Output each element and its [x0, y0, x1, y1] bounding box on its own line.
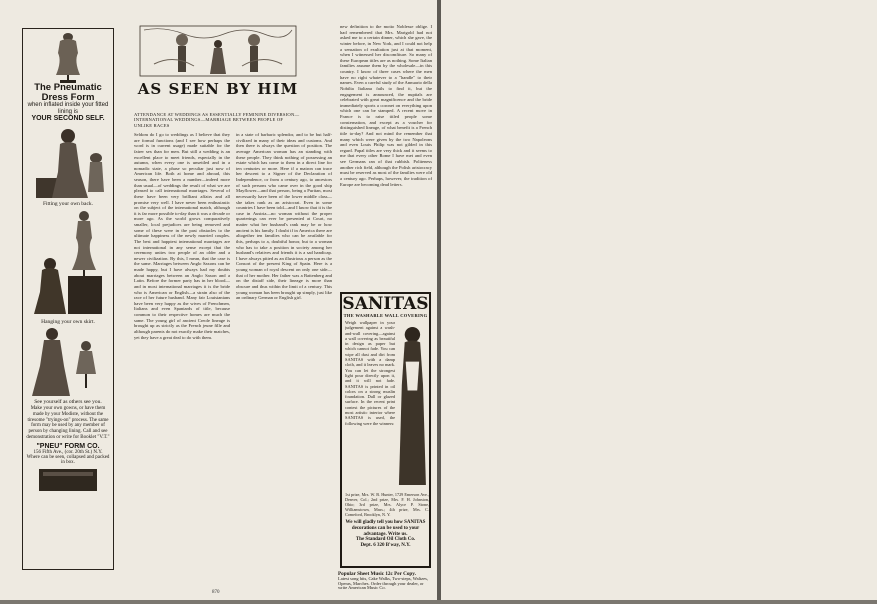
skirt-illustration [26, 208, 110, 318]
sheet-music-title: Popular Sheet Music 12c Per Copy. [338, 571, 416, 577]
packed-box-illustration [33, 465, 103, 495]
article-column-1: Seldom do I go to weddings as I believe that they are formal functions (and I see how perhaps the word is in current usage) made suitable for the fairer sex than for men. But still a wedding is an excellent place to meet friends, especially in the autumn, when every one is unsettled and in a nomadic state, a phase so peculiar just now of American life. Both at home and abroad, this season, there have been a number—indeed more than usual—of weddings the result of what we are pleased to call international marriages. Several of these have been very brilliant affairs and all promise very well. I have never been enthusiastic on the subject of the international match, although it is far more possible to-day than it was a decade or more ago. As the world grows comparatively smaller, local prejudices are being removed and some of these were in the past obstacles to the ultimate happiness of the newly married couples. The best and happiest international marriages are not international in any sense except that the ceremony unites two people of an older and a newer civilization. By this, I mean, that the case is the same. Marriages between Anglo Saxons can be made happy, but I have always had my doubts about marriages between an Anglo Saxon and a Latin. Before the former party has in her blood—and in most international marriages it is the bride who is American or English—a strain also of the race of her future husband. Many fair Louisianians have been very happy as the wives of Frenchmen, Italians and even Spaniards of title, because common to their respective homes are much the same. The young girl of ancient Creole lineage is brought up as strictly as the French jeune fille and although parents do not exactly make their matches, yet they have a great deal to do with them. [134, 132, 230, 340]
article-title: AS SEEN BY HIM [137, 80, 299, 98]
woman-illustration [397, 320, 426, 490]
ad-slogan: YOUR SECOND SELF. [31, 115, 105, 123]
article-subtitle: ATTENDANCE AT WEDDINGS AS ESSENTIALLY FEMININE DIVERSION—INTERNATIONAL WEDDINGS—MARRIAGE BETWEEN PEOPLE OF UNLIKE RACES [134, 112, 300, 128]
sanitas-ad[interactable] [340, 292, 431, 568]
article-column-3: new definition to the motto Noblesse oblige. I had remembered that Mrs. Marigold had not asked me to a certain dinner, which she gave, the winter before, in New York, and I could not help a sensation of exultation just at that moment, when I witnessed her discomfiture. So many of these European titles are as nothing. Some Italian families assume them by the wholesale—in this country. I know of three cases where the men have no right whatever to a "handle" to their names. Even a careful study of the Annuario della Nobilta Italiana fails to find it, but the engagement is announced, the nuptials are celebrated with great magnificence and the bride immediately sports a coronet on everything upon which one can be stamped. A recent move in France is to raise titled people some consternation, and except as a voucher for distinguished lineage, of what benefit is a French title to-day? And not mind the remember that many which were given by the two Napoleons and even Louis Philip was not gilded in this regard. Papal titles are very thick and it seems to me that every other Rome I have met and even see Germans ran of that rubbish. Politeness another rich field, although the Polish aristocracy must be reserved as most of the families were old a century ago. Perhaps, however, the tradition of Europe are becoming dead letters. [340, 24, 432, 187]
ad-headline: The Pneumatic Dress Form [34, 82, 102, 103]
sanitas-dept: Dept. 6 320 B'way, N.Y. [360, 543, 411, 549]
sanitas-title: SANITAS [342, 294, 429, 314]
caption-fitting: Fitting your own back. [42, 201, 94, 208]
sanitas-winners: 1st prize, Mrs. W. B. Hunter, 1729 Emerson Ave., Denver, Col.; 2nd prize, Mrs. F. H. Johnston, Ohio; 3rd prize, Mrs. Alyce P. Stone, Williamstown, Mass.; 4th prize, Mrs. C. Comeford, Brooklyn, N. Y. [345, 492, 429, 517]
sheet-music-body: Latest song hits, Cake Walks, Two-steps, Waltzes, Operas, Marches. Order through your dealer, or write American Music Co. [338, 575, 428, 591]
sanitas-tagline: We will gladly tell you how SANITAS decorations can be used to your advantage. Write us. [345, 520, 426, 537]
sanitas-company: The Standard Oil Cloth Co. [355, 537, 416, 543]
left-page-number: 870 [212, 590, 220, 595]
left-page [0, 0, 437, 600]
fitting-illustration [26, 122, 110, 200]
ad-address: 156 Fifth Ave., (cor. 20th St.) N.Y. [33, 449, 103, 455]
sheet-music-ad[interactable] [338, 572, 434, 598]
article-column-2: in a state of barbaric splendor, and to be but half-civilized in many of their ideas and customs. And then there is always the question of position. The average American woman has an standing with these people. They think nothing of possessing an estate which has come to them in a direct line for ten centuries or more. Here if a matron can trace her descent to a Signer of the Declaration of Independence, or from a century ago, to ancestors of such persons who came over in the good ship Mayflower—and that person, being a Puritan, most necessarily have been of the lower middle class—she takes rank as an aristocrat. Even in some countries I have been told—and I know that it is the case in Austria—no woman without the proper quarterings can ever be presented at Court, no matter what her husband's rank may be or how ancient is his family. I doubt if in America there are altogether ten families who can be available for this, perhaps to a, doubtful honor, but to a woman who has to take a position in society among her husband's relatives and friends it is a sad handicap. I have always pitied as an illustrious a person as the Consort of the present King of Spain. Here is a young woman of royal descent on only one side—that of her mother. Her father was a Battenberg and on the distaff side, their lineage is more than obscure and thus within the limit of a century. This young woman has been brought up simply, just like an ordinary German or English girl. [236, 132, 332, 301]
dress-form-illustration [38, 31, 98, 83]
ad-body: Make your own gowns, or have them made by your Modiste, without the tiresome "tryings-on" process. The same form may be used by any member of person by changing lining. Call and see demonstration or write for Booklet "V.T." [26, 406, 110, 440]
sanitas-subtitle: THE WASHABLE WALL COVERING [343, 313, 428, 318]
ad-tagline: when inflated inside your fitted lining is [27, 102, 109, 115]
caption-mirror: See yourself as others see you. [34, 399, 102, 406]
mirror-illustration [26, 326, 110, 398]
right-page [441, 0, 877, 600]
ad-footer: Where can be seen, collapsed and packed in box. [26, 454, 110, 465]
caption-skirt: Hanging your own skirt. [41, 319, 95, 326]
pneumatic-form-ad[interactable] [22, 28, 114, 570]
sanitas-body: Weigh wallpaper in your judgement against a wash-and-wall covering—against a wall covering as beautiful in design as paper but which cannot fade. You can wipe all dust and dirt from SANITAS with a damp cloth, and it leaves no mark. You can let the strongest light pour directly upon it, and it will not fade. SANITAS is printed in oil colors on a strong muslin foundation. Dull or glazed surface. In the recent print contest the pictures of the most artistic interior where SANITAS is used, the following were the winners: [345, 320, 396, 426]
ad-company: "PNEU" FORM CO. [36, 442, 100, 450]
